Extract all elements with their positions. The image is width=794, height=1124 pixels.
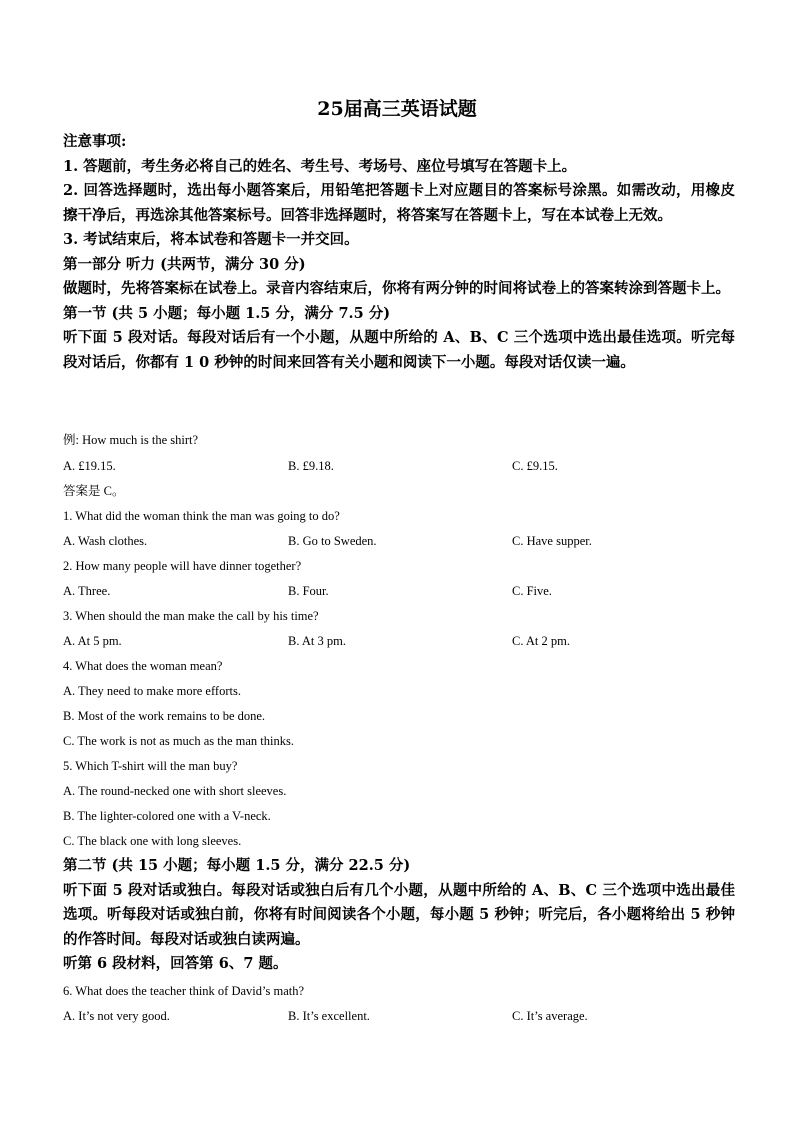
question-6: 6. What does the teacher think of David’s math? [63, 984, 305, 998]
notice-item-1: 1. 答题前，考生务必将自己的姓名、考生号、考场号、座位号填写在答题卡上。 [63, 157, 577, 175]
q4-option-a: A. They need to make more efforts. [63, 684, 241, 698]
example-answer: 答案是 C。 [63, 484, 125, 498]
example-question: 例: How much is the shirt? [63, 433, 199, 447]
section2 [63, 854, 735, 977]
q5-option-c: C. The black one with long sleeves. [63, 834, 242, 848]
question-3: 3. When should the man make the call by his time? [63, 609, 319, 623]
q4-option-b: B. Most of the work remains to be done. [63, 709, 266, 723]
section1-heading: 第一节 (共 5 小题；每小题 1.5 分，满分 7.5 分) [63, 304, 391, 322]
q2-option-a: A. Three. [63, 584, 111, 598]
section1-instruction: 听下面 5 段对话。每段对话后有一个小题，从题中所给的 A、B、C 三个选项中选出最佳选项。听完每段对话后，你都有 1 0 秒钟的时间来回答有关小题和阅读下一小题。每段对话仅读一遍。 [63, 329, 735, 371]
q6-option-a: A. It’s not very good. [63, 1009, 170, 1023]
question-5: 5. Which T-shirt will the man buy? [63, 759, 238, 773]
notice-heading: 注意事项: [63, 133, 127, 150]
q1-option-a: A. Wash clothes. [63, 534, 148, 548]
exam-title: 25届高三英语试题 [317, 98, 477, 120]
notice-item-2: 2. 回答选择题时，选出每小题答案后，用铅笔把答题卡上对应题目的答案标号涂黑。如需改动，用橡皮擦干净后，再选涂其他答案标号。回答非选择题时，将答案写在答题卡上，写在本试卷上无效。 [63, 182, 735, 224]
example-option-b: B. £9.18. [288, 459, 334, 473]
q4-option-c: C. The work is not as much as the man thinks. [63, 734, 294, 748]
notice-item-3: 3. 考试结束后，将本试卷和答题卡一并交回。 [63, 231, 359, 248]
question-1: 1. What did the woman think the man was going to do? [63, 509, 340, 523]
q6-option-c: C. It’s average. [512, 1009, 588, 1023]
material-6-heading: 听第 6 段材料，回答第 6、7 题。 [63, 955, 288, 972]
section2-heading: 第二节 (共 15 小题；每小题 1.5 分，满分 22.5 分) [63, 857, 411, 874]
q3-option-a: A. At 5 pm. [63, 634, 122, 648]
q3-option-c: C. At 2 pm. [512, 634, 570, 648]
notice-section [63, 130, 735, 375]
q1-option-b: B. Go to Sweden. [288, 534, 377, 548]
question-2: 2. How many people will have dinner together? [63, 559, 302, 573]
q2-option-b: B. Four. [288, 584, 329, 598]
q5-option-b: B. The lighter-colored one with a V-neck. [63, 809, 271, 823]
part1-heading: 第一部分 听力 (共两节，满分 30 分) [63, 255, 306, 273]
example-option-c: C. £9.15. [512, 459, 558, 473]
q3-option-b: B. At 3 pm. [288, 634, 346, 648]
q6-option-b: B. It’s excellent. [288, 1009, 370, 1023]
example-option-a: A. £19.15. [63, 459, 116, 473]
question-4: 4. What does the woman mean? [63, 659, 223, 673]
part1-instruction: 做题时，先将答案标在试卷上。录音内容结束后，你将有两分钟的时间将试卷上的答案转涂到答题卡上。 [63, 280, 730, 297]
q5-option-a: A. The round-necked one with short sleeves. [63, 784, 287, 798]
q2-option-c: C. Five. [512, 584, 552, 598]
q1-option-c: C. Have supper. [512, 534, 592, 548]
section2-instruction: 听下面 5 段对话或独白。每段对话或独白后有几个小题，从题中所给的 A、B、C 三个选项中选出最佳选项。听每段对话或独白前，你将有时间阅读各个小题，每小题 5 秒钟；听完后，各小题将给出 5 秒钟的作答时间。每段对话或独白读两遍。 [63, 881, 735, 948]
